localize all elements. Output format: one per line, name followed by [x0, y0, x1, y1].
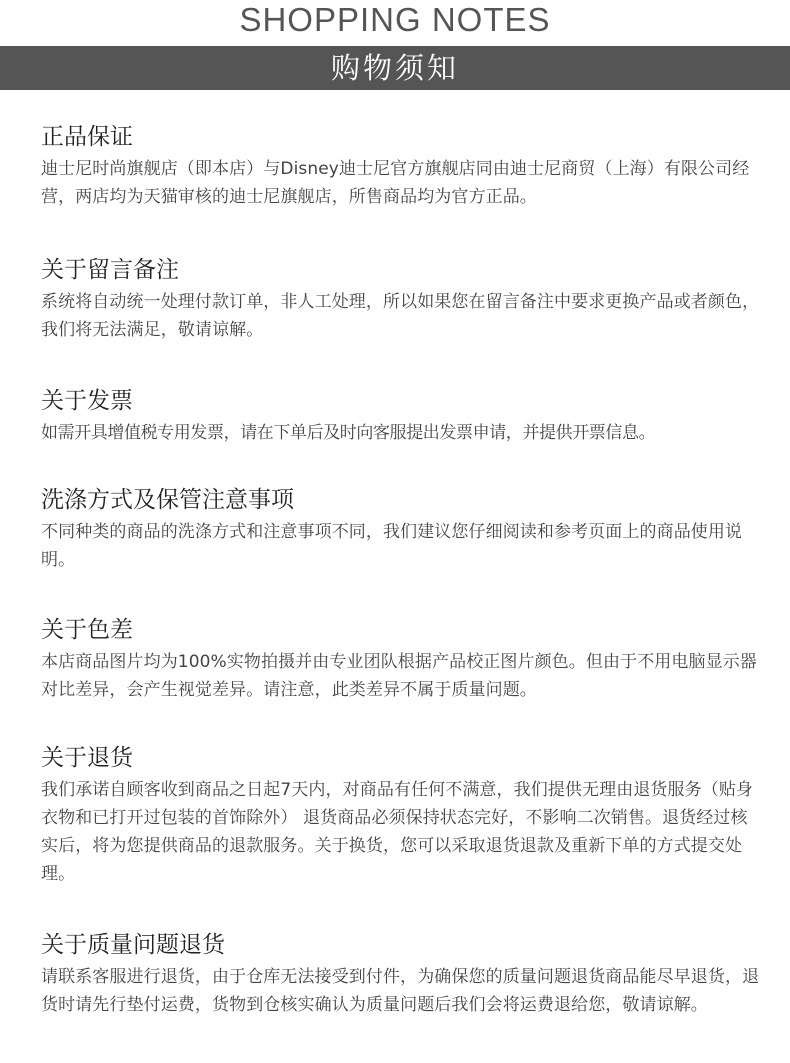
section-body: 本店商品图片均为100%实物拍摄并由专业团队根据产品校正图片颜色。但由于不用电脑显示器对比差异，会产生视觉差异。请注意，此类差异不属于质量问题。 — [41, 652, 757, 700]
section-body: 请联系客服进行退货，由于仓库无法接受到付件，为确保您的质量问题退货商品能尽早退货，退货时请先行垫付运费，货物到仓核实确认为质量问题后我们会将运费退给您，敬请谅解。 — [41, 967, 760, 1015]
section-body: 迪士尼时尚旗舰店（即本店）与Disney迪士尼官方旗舰店同由迪士尼商贸（上海）有限公司经营，两店均为天猫审核的迪士尼旗舰店，所售商品均为官方正品。 — [41, 159, 750, 207]
section-body: 我们承诺自顾客收到商品之日起7天内，对商品有任何不满意，我们提供无理由退货服务（贴身衣物和已打开过包装的首饰除外） 退货商品必须保持状态完好，不影响二次销售。退货经过核实后，将为您提供商品的退款服务。关于换货，您可以采取退货退款及重新下单的方式提交处理。 — [41, 780, 754, 884]
section-washing-care — [41, 485, 761, 574]
section-quality-returns — [41, 930, 761, 1019]
section-heading: 关于发票 — [41, 388, 133, 414]
section-heading: 关于色差 — [41, 617, 133, 643]
section-color-difference — [41, 615, 761, 704]
section-heading: 关于质量问题退货 — [41, 932, 225, 958]
section-heading: 正品保证 — [41, 124, 133, 150]
section-body: 不同种类的商品的洗涤方式和注意事项不同，我们建议您仔细阅读和参考页面上的商品使用说明。 — [41, 522, 743, 570]
section-invoice — [41, 386, 761, 447]
section-heading: 关于留言备注 — [41, 257, 179, 283]
section-returns — [41, 743, 761, 888]
page-title-cn: 购物须知 — [330, 51, 459, 85]
section-body: 如需开具增值税专用发票，请在下单后及时向客服提出发票申请，并提供开票信息。 — [41, 423, 656, 443]
section-heading: 关于退货 — [41, 745, 133, 771]
section-body: 系统将自动统一处理付款订单，非人工处理，所以如果您在留言备注中要求更换产品或者颜色，我们将无法满足，敬请谅解。 — [41, 292, 760, 340]
page-title-en: SHOPPING NOTES — [239, 1, 551, 38]
section-authenticity — [41, 122, 761, 211]
section-heading: 洗涤方式及保管注意事项 — [41, 487, 294, 513]
title-banner — [0, 46, 790, 90]
section-order-notes — [41, 255, 761, 344]
